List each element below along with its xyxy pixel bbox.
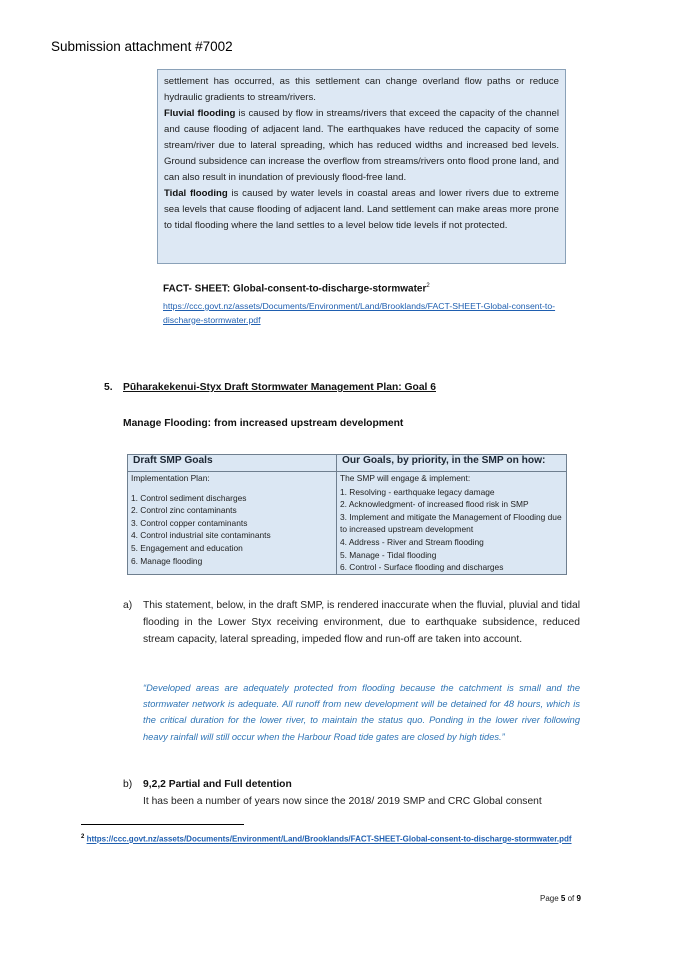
list-item: 4. Control industrial site contaminants	[131, 530, 271, 541]
section-subheading: Manage Flooding: from increased upstream development	[123, 418, 404, 429]
smp-goals-table	[127, 454, 567, 575]
item-b-text: It has been a number of years now since the 2018/ 2019 SMP and CRC Global consent	[143, 796, 542, 807]
tidal-text: is caused by water levels in coastal areas and lower rivers due to extreme sea levels that cause flooding of adjacent land. Land settlement can make areas more prone to tidal flooding where the land settles to a level below tide levels if not protected.	[164, 188, 559, 231]
footnote	[81, 834, 572, 844]
item-b-label: b)	[123, 779, 133, 790]
page-number: Page 5 of 9	[540, 894, 581, 903]
tidal-term: Tidal flooding	[164, 188, 228, 199]
draft-goals-list	[131, 492, 333, 568]
item-b-heading: 9,2,2 Partial and Full detention	[143, 779, 292, 790]
table-header-right: Our Goals, by priority, in the SMP on how:	[337, 455, 567, 472]
fluvial-paragraph	[164, 106, 559, 186]
list-item: 2. Acknowledgment- of increased flood risk in SMP	[340, 499, 529, 510]
list-item: 2. Control zinc contaminants	[131, 505, 237, 516]
section-number: 5.	[104, 382, 113, 393]
current-page: 5	[560, 894, 566, 903]
list-item: 1. Resolving - earthquake legacy damage	[340, 486, 495, 497]
list-item: 5. Manage - Tidal flooding	[340, 549, 437, 560]
our-goals-cell	[337, 472, 567, 575]
document-header: Submission attachment #7002	[51, 39, 233, 54]
our-goals-list	[340, 486, 563, 574]
item-a-text: This statement, below, in the draft SMP, is rendered inaccurate when the fluvial, pluvial and tidal flooding in the Lower Styx receiving environment, due to earthquake subsidence, reduced stream capacity, lateral spreading, impeded flow and run-off are taken into account.	[143, 600, 580, 645]
list-item: 3. Control copper contaminants	[131, 517, 248, 528]
footnote-divider	[81, 824, 244, 825]
right-intro: The SMP will engage & implement:	[340, 473, 471, 483]
footnote-ref[interactable]: 2	[426, 283, 430, 289]
list-item: 6. Manage flooding	[131, 555, 203, 566]
list-item: 6. Control - Surface flooding and discharges	[340, 562, 504, 573]
list-item: 1. Control sediment discharges	[131, 492, 247, 503]
table-header-row	[128, 455, 567, 472]
fluvial-term: Fluvial flooding	[164, 108, 236, 119]
smp-quote: “Developed areas are adequately protected from flooding because the catchment is small and the stormwater network is adequate. All runoff from new development will be detained for 48 hours, which is the critical duration for the lower river, to maintain the status quo. Ponding in the lower river following heavy rainfall will still occur when the Harbour Road tide gates are closed by high tides.”	[143, 683, 580, 742]
factsheet-link[interactable]: https://ccc.govt.nz/assets/Documents/Environment/Land/Brooklands/FACT-SHEET-Global-consent-to-discharge-stormwater.pdf	[163, 301, 556, 325]
box-intro: settlement has occurred, as this settlement can change overland flow paths or reduce hydraulic gradients to stream/rivers.	[164, 76, 559, 103]
footnote-link[interactable]: https://ccc.govt.nz/assets/Documents/Environment/Land/Brooklands/FACT-SHEET-Global-consent-to-discharge-stormwater.pdf	[86, 834, 572, 844]
total-pages: 9	[576, 894, 581, 903]
list-item: 3. Implement and mitigate the Management of Flooding due to increased upstream development	[340, 511, 562, 535]
list-item: 4. Address - River and Stream flooding	[340, 536, 484, 547]
fluvial-text: is caused by flow in streams/rivers that exceed the capacity of the channel and cause flooding of adjacent land. The earthquakes have reduced the capacity of some stream/river due to lateral spreading, which has reduced widths and increased bed levels. Ground subsidence can increase the overflow from streams/rivers onto flood prone land, and can also result in inundation of previously flood-free land.	[164, 108, 559, 183]
tidal-paragraph	[164, 186, 559, 234]
draft-goals-cell	[128, 472, 337, 575]
table-header-left: Draft SMP Goals	[128, 455, 337, 472]
section-title: Pūharakekenui-Styx Draft Stormwater Management Plan: Goal 6	[123, 382, 436, 393]
footnote-number: 2	[81, 834, 85, 840]
factsheet-title: FACT- SHEET: Global-consent-to-discharge-stormwater$^2$	[163, 283, 430, 295]
item-a-label: a)	[123, 600, 133, 611]
left-intro: Implementation Plan:	[131, 473, 210, 483]
flooding-definitions-box	[157, 69, 566, 264]
table-body-row	[128, 472, 567, 575]
list-item: 5. Engagement and education	[131, 542, 243, 553]
